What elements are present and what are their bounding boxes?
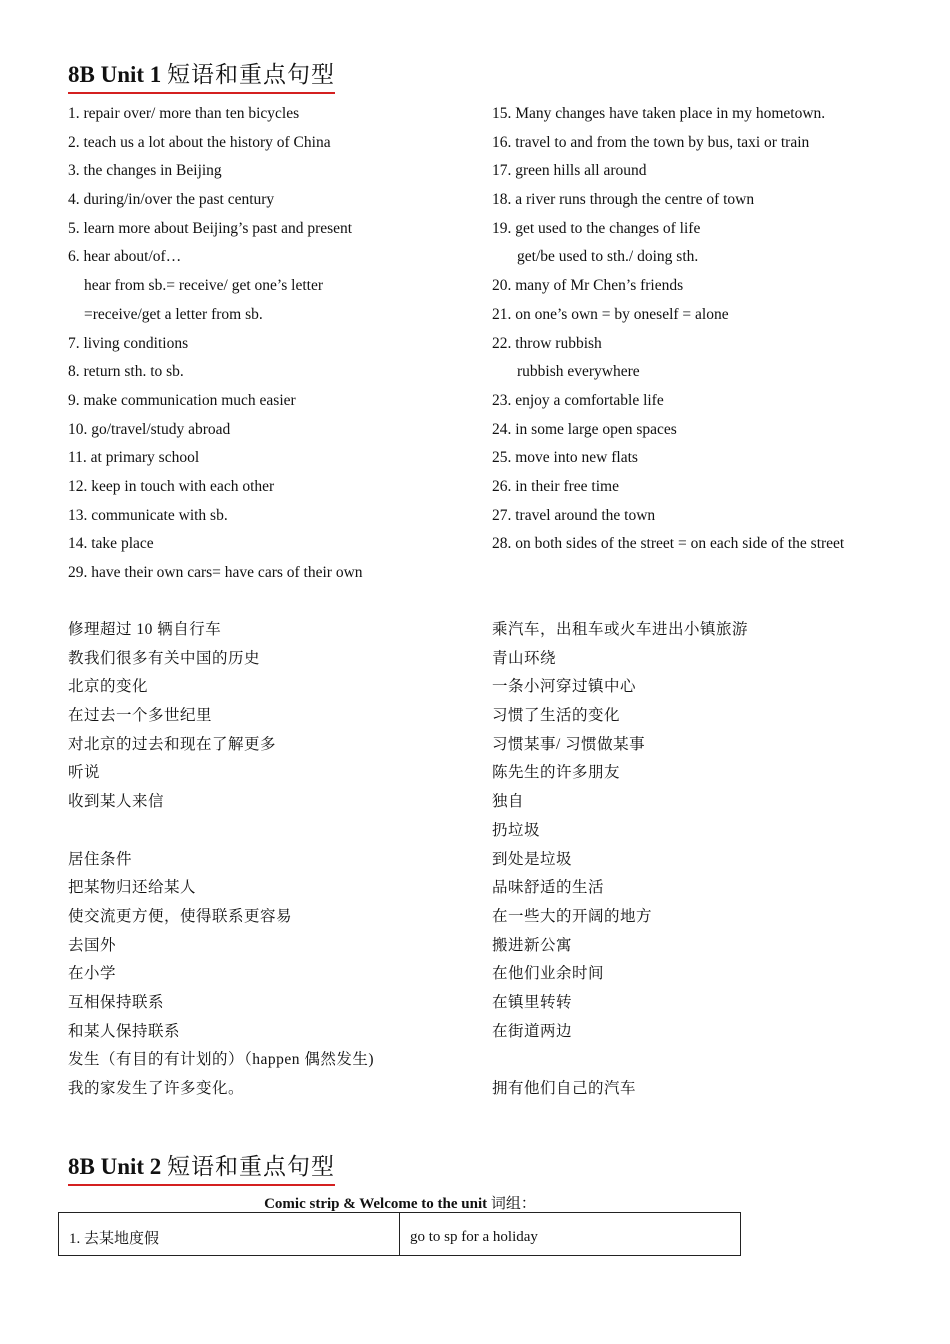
translation-item: 使交流更方便，使得联系更容易 xyxy=(68,907,293,925)
phrase-item: hear from sb.= receive/ get one’s letter xyxy=(84,277,323,295)
phrase-item: 18. a river runs through the centre of town xyxy=(492,191,755,209)
translation-item: 在街道两边 xyxy=(492,1022,573,1040)
phrase-item: 25. move into new flats xyxy=(492,449,638,467)
unit1-left-english-list xyxy=(68,100,363,588)
table-cell-en: go to sp for a holiday xyxy=(400,1213,741,1256)
translation-item: 品味舒适的生活 xyxy=(492,879,605,897)
unit1-right-english-list xyxy=(492,100,844,559)
phrase-item: 21. on one’s own = by oneself = alone xyxy=(492,305,729,323)
phrase-item: 5. learn more about Beijing’s past and present xyxy=(68,219,353,237)
table-cell-cn: 1. 去某地度假 xyxy=(59,1213,400,1256)
translation-item: 扔垃圾 xyxy=(492,821,541,839)
translation-item: 搬进新公寓 xyxy=(492,936,573,954)
phrase-item: 7. living conditions xyxy=(68,334,189,352)
translation-item: 习惯了生活的变化 xyxy=(492,707,621,725)
phrase-item: 23. enjoy a comfortable life xyxy=(492,391,664,409)
translation-item: 北京的变化 xyxy=(68,678,149,696)
unit1-title-code: 8B Unit 1 xyxy=(68,62,162,87)
phrase-item: 3. the changes in Beijing xyxy=(68,162,222,180)
translation-item: 教我们很多有关中国的历史 xyxy=(68,649,261,667)
translation-item: 修理超过 10 辆自行车 xyxy=(68,621,222,638)
phrase-item: 29. have their own cars= have cars of their own xyxy=(68,564,363,581)
phrase-item: 13. communicate with sb. xyxy=(68,506,228,524)
translation-item: 和某人保持联系 xyxy=(68,1022,181,1040)
phrase-item: 15. Many changes have taken place in my hometown. xyxy=(492,105,826,122)
unit2-title xyxy=(68,1152,335,1186)
translation-item: 发生（有目的有计划的）（happen 偶然发生) xyxy=(68,1051,375,1069)
unit1-title xyxy=(68,60,335,94)
translation-item xyxy=(492,1046,748,1075)
translation-item: 陈先生的许多朋友 xyxy=(492,764,621,782)
phrase-item: 9. make communication much easier xyxy=(68,391,296,409)
translation-item: 在一些大的开阔的地方 xyxy=(492,907,653,925)
phrase-item: 2. teach us a lot about the history of China xyxy=(68,133,331,151)
phrase-item: 11. at primary school xyxy=(68,449,200,467)
phrase-item: 19. get used to the changes of life xyxy=(492,219,701,237)
phrase-item: 26. in their free time xyxy=(492,477,619,495)
translation-item: 青山环绕 xyxy=(492,649,557,667)
phrase-item: 8. return sth. to sb. xyxy=(68,363,184,381)
unit2-vocab-table xyxy=(58,1212,741,1256)
phrase-item: 28. on both sides of the street = on each side of the street xyxy=(492,535,845,553)
phrase-item: 4. during/in/over the past century xyxy=(68,191,275,209)
phrase-item: 20. many of Mr Chen’s friends xyxy=(492,277,684,295)
translation-item: 居住条件 xyxy=(68,850,133,868)
phrase-item: 17. green hills all around xyxy=(492,162,647,180)
phrase-item: rubbish everywhere xyxy=(517,363,640,381)
translation-item: 收到某人来信 xyxy=(68,793,165,811)
unit2-title-cn: 短语和重点句型 xyxy=(167,1154,336,1179)
table-row xyxy=(59,1213,741,1256)
unit1-title-cn: 短语和重点句型 xyxy=(167,62,336,87)
translation-item: 我的家发生了许多变化。 xyxy=(68,1080,245,1097)
phrase-item: 10. go/travel/study abroad xyxy=(68,420,231,438)
translation-item: 听说 xyxy=(68,764,101,782)
phrase-item: 27. travel around the town xyxy=(492,506,656,524)
phrase-item: 24. in some large open spaces xyxy=(492,420,677,438)
translation-item: 在他们业余时间 xyxy=(492,965,605,983)
translation-item: 乘汽车，出租车或火车进出小镇旅游 xyxy=(492,621,749,638)
subheading-cn: 词组： xyxy=(490,1196,536,1212)
unit2-title-code: 8B Unit 2 xyxy=(68,1154,162,1179)
phrase-item: 6. hear about/of… xyxy=(68,248,182,266)
translation-item: 互相保持联系 xyxy=(68,993,165,1011)
phrase-item: 1. repair over/ more than ten bicycles xyxy=(68,105,300,122)
translation-item: 把某物归还给某人 xyxy=(68,879,197,897)
unit1-left-chinese-list xyxy=(68,616,374,1104)
translation-item: 去国外 xyxy=(68,936,117,954)
unit2-subheading xyxy=(0,1194,800,1214)
translation-item: 习惯某事/ 习惯做某事 xyxy=(492,735,646,753)
translation-item: 一条小河穿过镇中心 xyxy=(492,678,637,696)
translation-item xyxy=(68,817,374,846)
phrase-item: 14. take place xyxy=(68,535,154,553)
phrase-item: get/be used to sth./ doing sth. xyxy=(517,248,699,266)
phrase-item: 16. travel to and from the town by bus, taxi or train xyxy=(492,133,810,151)
translation-item: 在小学 xyxy=(68,965,117,983)
translation-item: 独自 xyxy=(492,793,525,811)
phrase-item: =receive/get a letter from sb. xyxy=(84,305,263,323)
translation-item: 在镇里转转 xyxy=(492,993,573,1011)
unit1-right-chinese-list xyxy=(492,616,748,1104)
translation-item: 到处是垃圾 xyxy=(492,850,573,868)
subheading-section: Comic strip & Welcome to the unit xyxy=(264,1196,488,1212)
phrase-item: 12. keep in touch with each other xyxy=(68,477,275,495)
translation-item: 对北京的过去和现在了解更多 xyxy=(68,735,277,753)
phrase-item: 22. throw rubbish xyxy=(492,334,602,352)
translation-item: 在过去一个多世纪里 xyxy=(68,707,213,725)
translation-item: 拥有他们自己的汽车 xyxy=(492,1080,637,1097)
